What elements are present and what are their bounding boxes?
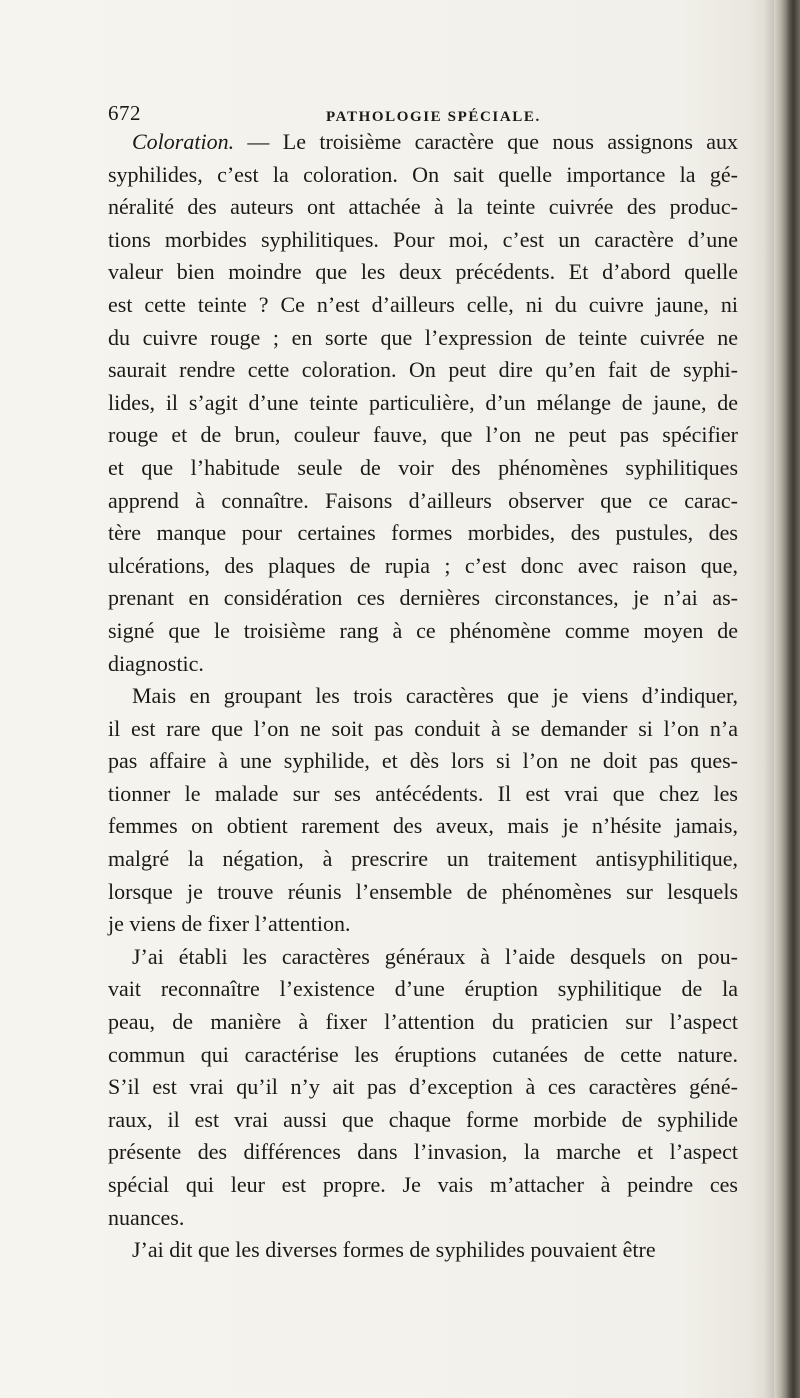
section-title: Coloration. (132, 129, 235, 154)
text-line: prenant en considération ces dernières circonstances, je n’ai as- (108, 585, 738, 611)
text-line: lides, il s’agit d’une teinte particulière, d’un mélange de jaune, de (108, 389, 738, 415)
body-text (108, 126, 738, 1267)
text-line-content: — Le troisième caractère que nous assignons aux (234, 129, 738, 154)
text-line: présente des différences dans l’invasion, la marche et l’aspect (108, 1139, 738, 1165)
text-line: syphilides, c’est la coloration. On sait quelle importance la gé- (108, 161, 738, 187)
text-line: J’ai établi les caractères généraux à l’aide desquels on pou- (132, 943, 738, 969)
text-line: il est rare que l’on ne soit pas conduit à se demander si l’on n’a (108, 715, 738, 741)
text-line: je viens de fixer l’attention. (108, 911, 351, 937)
text-line: tère manque pour certaines formes morbides, des pustules, des (108, 520, 738, 546)
text-line: diagnostic. (108, 650, 204, 676)
text-line: saurait rendre cette coloration. On peut dire qu’en fait de syphi- (108, 357, 738, 383)
text-line: S’il est vrai qu’il n’y ait pas d’exception à ces caractères géné- (108, 1074, 738, 1100)
text-line: J’ai dit que les diverses formes de syphilides pouvaient être (132, 1237, 656, 1263)
text-line: malgré la négation, à prescrire un traitement antisyphilitique, (108, 846, 738, 872)
text-line: rouge et de brun, couleur fauve, que l’on ne peut pas spécifier (108, 422, 738, 448)
text-line: raux, il est vrai aussi que chaque forme morbide de syphilide (108, 1106, 738, 1132)
text-line: femmes on obtient rarement des aveux, mais je n’hésite jamais, (108, 813, 738, 839)
text-line: nuances. (108, 1204, 185, 1230)
text-line: commun qui caractérise les éruptions cutanées de cette nature. (108, 1041, 738, 1067)
text-line: signé que le troisième rang à ce phénomène comme moyen de (108, 617, 738, 643)
text-line: pas affaire à une syphilide, et dès lors si l’on ne doit pas ques- (108, 748, 738, 774)
binding-shadow (764, 0, 774, 1398)
text-line: peau, de manière à fixer l’attention du praticien sur l’aspect (108, 1009, 738, 1035)
text-line: spécial qui leur est propre. Je vais m’attacher à peindre ces (108, 1172, 738, 1197)
text-line: et que l’habitude seule de voir des phénomènes syphilitiques (108, 454, 738, 480)
text-line: est cette teinte ? Ce n’est d’ailleurs celle, ni du cuivre jaune, ni (108, 291, 738, 317)
running-head: PATHOLOGIE SPÉCIALE. (326, 109, 541, 125)
text-line: tionner le malade sur ses antécédents. Il est vrai que chez les (108, 780, 738, 806)
text-line: Mais en groupant les trois caractères que je viens d’indiquer, (132, 683, 738, 709)
text-line: valeur bien moindre que les deux précédents. Et d’abord quelle (108, 259, 738, 285)
page-number: 672 (108, 101, 141, 125)
text-line (108, 126, 738, 159)
book-binding-edge (774, 0, 800, 1398)
text-line: apprend à connaître. Faisons d’ailleurs observer que ce carac- (108, 487, 738, 513)
text-line: néralité des auteurs ont attachée à la teinte cuivrée des produc- (108, 194, 738, 220)
text-line: du cuivre rouge ; en sorte que l’expression de teinte cuivrée ne (108, 324, 738, 350)
text-line: lorsque je trouve réunis l’ensemble de phénomènes sur lesquels (108, 878, 738, 904)
text-line: tions morbides syphilitiques. Pour moi, c’est un caractère d’une (108, 226, 738, 252)
text-line: vait reconnaître l’existence d’une éruption syphilitique de la (108, 976, 738, 1002)
text-line: ulcérations, des plaques de rupia ; c’est donc avec raison que, (108, 552, 738, 578)
